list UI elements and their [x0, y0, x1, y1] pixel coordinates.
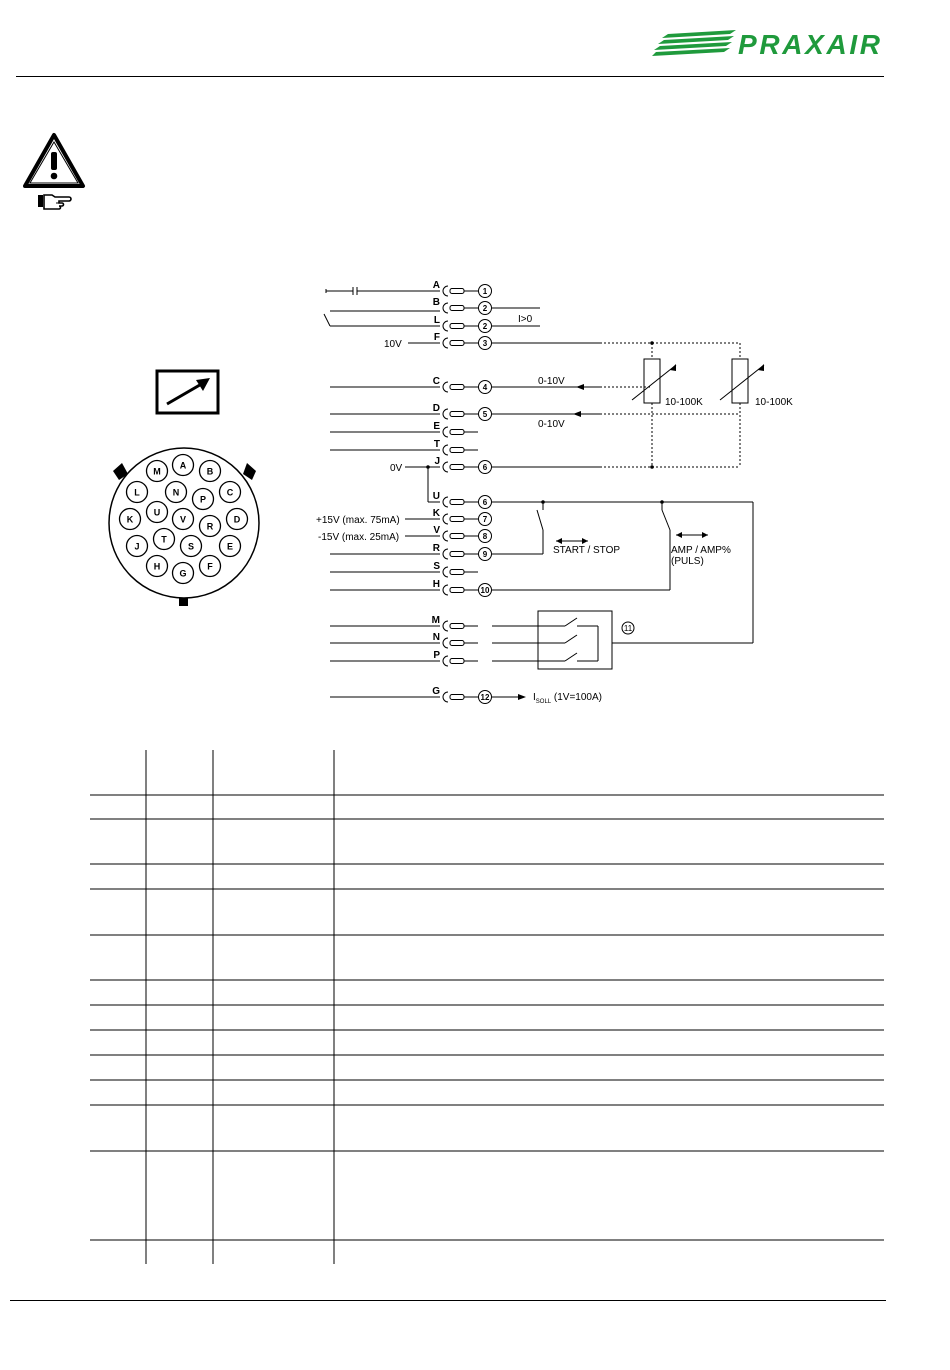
connector-pin-s — [181, 536, 202, 557]
table-grid — [90, 750, 884, 1264]
connector-pin-l — [127, 482, 148, 503]
svg-text:6: 6 — [482, 498, 488, 507]
svg-text:1: 1 — [482, 287, 488, 296]
svg-text:L: L — [433, 315, 440, 326]
connector-pin-u — [147, 502, 168, 523]
svg-text:T: T — [433, 439, 440, 450]
svg-text:8: 8 — [482, 532, 488, 541]
connector-pin-m — [147, 461, 168, 482]
svg-text:S: S — [187, 541, 195, 552]
terminal-a — [433, 280, 492, 298]
wire-arrows — [426, 341, 764, 700]
relay-number: 11 — [623, 624, 633, 633]
logo-stripes — [652, 30, 736, 56]
svg-text:F: F — [207, 561, 213, 572]
svg-text:P: P — [199, 494, 207, 505]
label-pot-1: 10-100K — [665, 397, 703, 408]
svg-text:B: B — [432, 297, 440, 308]
pointing-hand-icon — [38, 192, 72, 210]
svg-text:N: N — [172, 487, 180, 498]
terminal-u — [433, 491, 492, 509]
connector-pin-h — [147, 556, 168, 577]
terminal-e — [433, 421, 478, 437]
svg-text:U: U — [153, 507, 161, 518]
diagram-labels — [316, 314, 793, 705]
label-amp: AMP / AMP% — [671, 545, 731, 556]
label-isoll: $I_{SOLL}$ (1V=100A) — [533, 692, 602, 705]
label-range-c: 0-10V — [538, 376, 565, 387]
svg-text:2: 2 — [482, 304, 488, 313]
svg-text:3: 3 — [482, 339, 488, 348]
svg-text:K: K — [432, 508, 440, 519]
svg-text:C: C — [432, 376, 440, 387]
svg-text:P: P — [433, 650, 440, 661]
svg-text:12: 12 — [480, 693, 490, 702]
terminal-d — [433, 403, 492, 421]
connector-pin-j — [127, 536, 148, 557]
terminal-g — [432, 686, 491, 704]
svg-text:9: 9 — [482, 550, 488, 559]
connector-pin-a — [173, 455, 194, 476]
warning-triangle-icon — [22, 132, 86, 190]
svg-text:E: E — [226, 541, 234, 552]
svg-text:T: T — [161, 534, 167, 545]
terminal-j — [434, 456, 491, 474]
svg-text:V: V — [179, 514, 187, 525]
connector-pin-p — [193, 489, 214, 510]
terminal-c — [433, 376, 492, 394]
svg-text:2: 2 — [482, 322, 488, 331]
svg-text:M: M — [153, 466, 161, 477]
terminal-strip — [432, 280, 492, 704]
connector-pin-v — [173, 509, 194, 530]
label-start-stop: START / STOP — [553, 545, 621, 556]
svg-text:R: R — [206, 521, 214, 532]
connector-pin-g — [173, 563, 194, 584]
terminal-l — [434, 315, 492, 333]
svg-text:L: L — [134, 487, 140, 498]
svg-text:K: K — [126, 514, 134, 525]
svg-text:B: B — [206, 466, 214, 477]
label-i-gt-0: I>0 — [518, 314, 533, 325]
svg-text:S: S — [433, 561, 440, 572]
svg-text:H: H — [153, 561, 161, 572]
connector-pin-b — [200, 461, 221, 482]
terminal-b — [433, 297, 492, 315]
svg-text:H: H — [432, 579, 440, 590]
svg-text:G: G — [179, 568, 187, 579]
svg-text:U: U — [432, 491, 440, 502]
terminal-p — [433, 650, 478, 666]
svg-text:A: A — [432, 280, 440, 291]
terminal-r — [433, 543, 492, 561]
connector-pin-f — [200, 556, 221, 577]
connector-pin-e — [220, 536, 241, 557]
svg-text:J: J — [134, 541, 140, 552]
svg-text:7: 7 — [482, 515, 488, 524]
svg-text:E: E — [433, 421, 440, 432]
terminal-k — [433, 508, 492, 526]
svg-text:D: D — [432, 403, 440, 414]
svg-text:J: J — [434, 456, 440, 467]
svg-text:M: M — [431, 615, 440, 626]
footer-rule — [10, 1300, 886, 1301]
connector-pin-d — [227, 509, 248, 530]
svg-text:G: G — [432, 686, 440, 697]
connector-pin-c — [220, 482, 241, 503]
svg-text:C: C — [226, 487, 234, 498]
pin-assignment-table — [0, 740, 950, 1280]
terminal-n — [433, 632, 478, 648]
terminal-s — [433, 561, 478, 577]
connector-pin-t — [154, 529, 175, 550]
remote-control-arrow-icon — [157, 371, 218, 413]
svg-text:5: 5 — [482, 410, 488, 419]
svg-text:4: 4 — [482, 383, 488, 392]
terminal-m — [432, 615, 478, 631]
svg-text:R: R — [432, 543, 440, 554]
connector-pin-k — [120, 509, 141, 530]
svg-text:N: N — [432, 632, 440, 643]
connector-pin-n — [166, 482, 187, 503]
praxair-logo — [650, 20, 890, 70]
label-puls: (PULS) — [671, 556, 704, 567]
terminal-f — [434, 332, 492, 350]
svg-text:V: V — [433, 525, 440, 536]
svg-text:F: F — [433, 332, 440, 343]
label-0v: 0V — [390, 463, 403, 474]
brand-name: PRAXAIR — [738, 29, 880, 60]
label-minus15v: -15V (max. 25mA) — [318, 532, 400, 543]
label-plus15v: +15V (max. 75mA) — [316, 515, 400, 526]
header-rule — [16, 76, 884, 77]
terminal-h — [433, 579, 492, 597]
svg-text:10: 10 — [480, 586, 490, 595]
label-range-d: 0-10V — [538, 419, 565, 430]
label-10v: 10V — [384, 339, 402, 350]
svg-text:A: A — [179, 460, 187, 471]
terminal-t — [434, 439, 478, 455]
terminal-v — [433, 525, 491, 543]
svg-text:6: 6 — [482, 463, 488, 472]
connector-pin-r — [200, 516, 221, 537]
svg-text:D: D — [233, 514, 241, 525]
label-pot-2: 10-100K — [755, 397, 793, 408]
wiring-diagram — [0, 270, 950, 720]
